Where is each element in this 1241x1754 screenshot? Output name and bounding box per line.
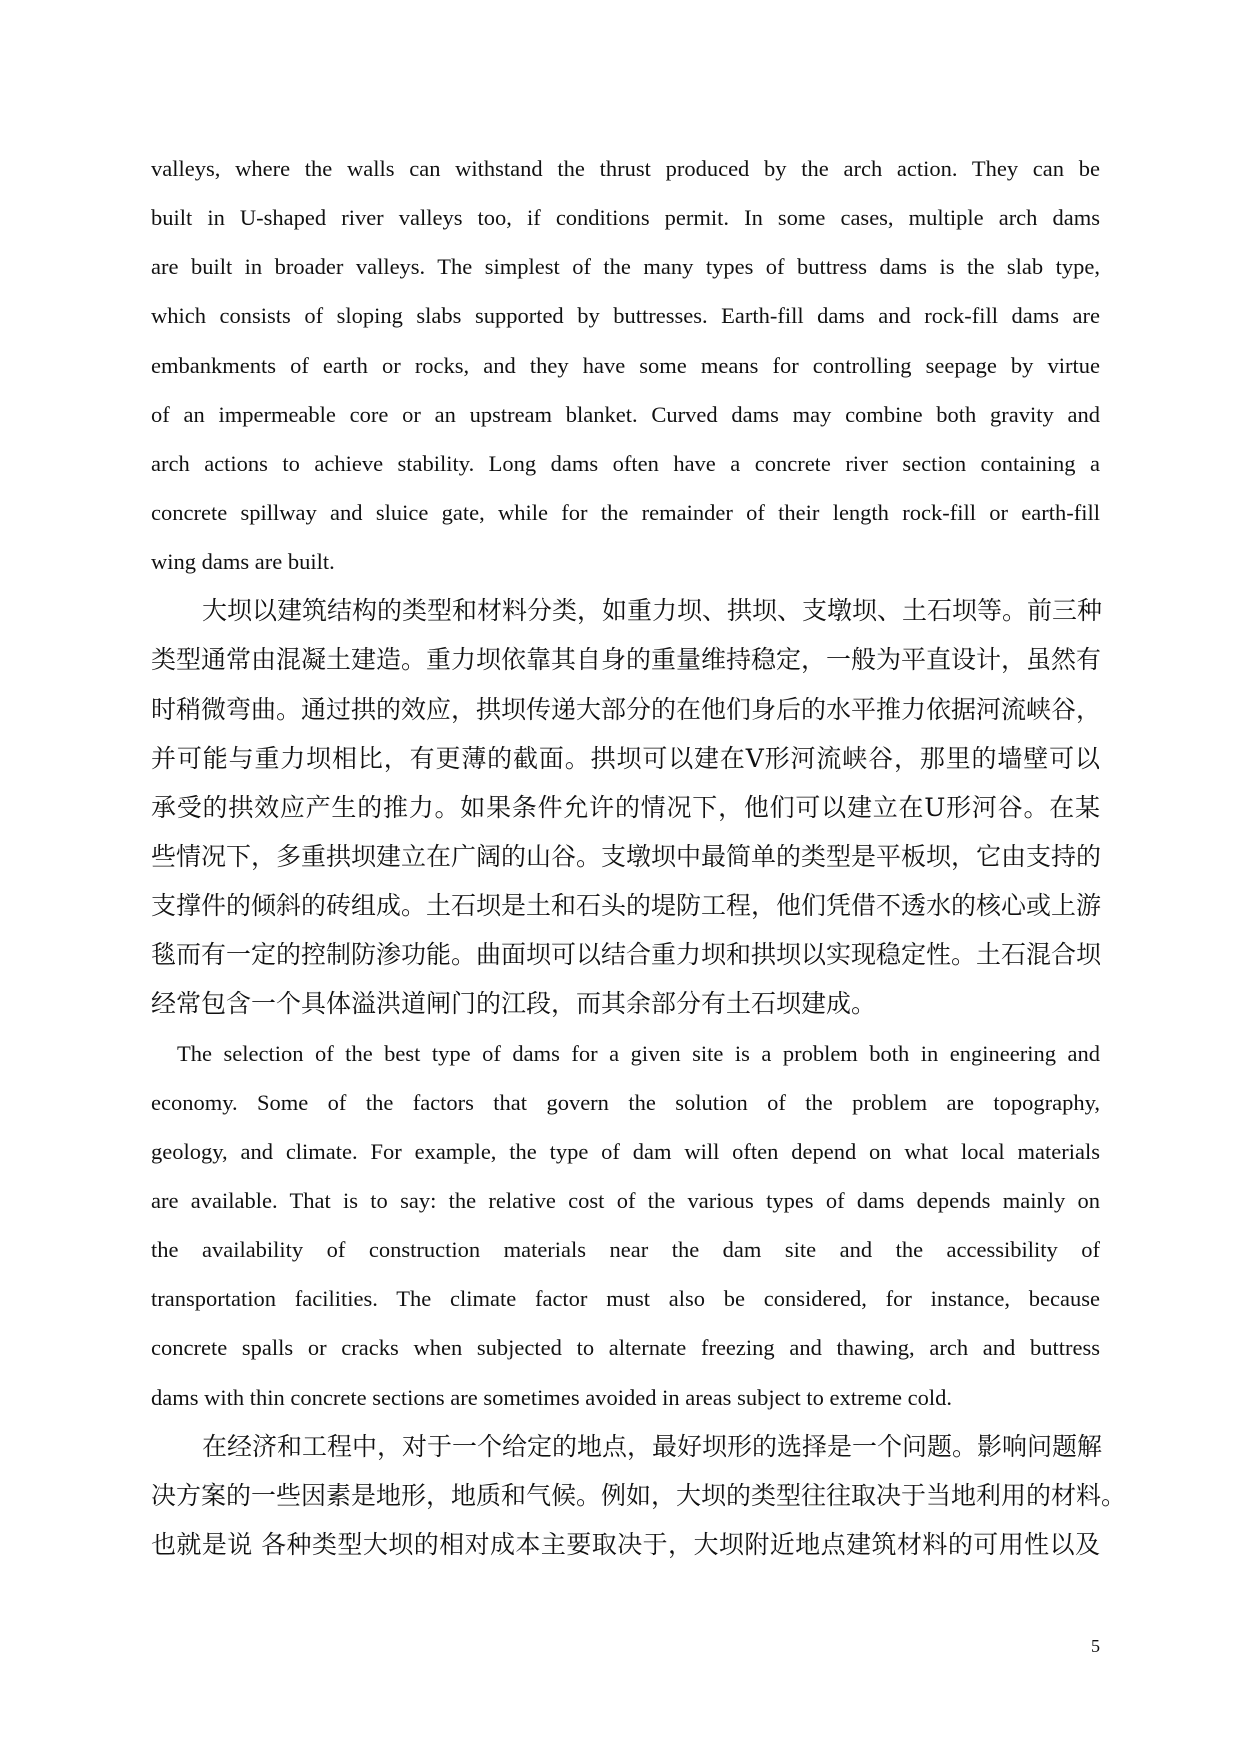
chinese-paragraph <box>151 586 1103 1028</box>
text-line: built in U-shaped river valleys too, if conditions permit. In some cases, multiple arch dams <box>151 205 1100 231</box>
text-line: concrete spalls or cracks when subjected to alternate freezing and thawing, arch and buttress <box>151 1335 1100 1361</box>
text-line: geology, and climate. For example, the type of dam will often depend on what local materials <box>151 1138 1100 1164</box>
text-line: 些情况下，多重拱坝建立在广阔的山谷。支墩坝中最简单的类型是平板坝，它由支持的 <box>151 841 1102 871</box>
text-line: transportation facilities. The climate factor must also be considered, for instance, because <box>151 1286 1100 1312</box>
text-line: dams with thin concrete sections are sometimes avoided in areas subject to extreme cold. <box>151 1384 952 1410</box>
text-line: are built in broader valleys. The simplest of the many types of buttress dams is the slab type, <box>151 254 1100 280</box>
text-line: valleys, where the walls can withstand the thrust produced by the arch action. They can be <box>151 156 1100 181</box>
text-line: 决方案的一些因素是地形，地质和气候。例如，大坝的类型往往取决于当地利用的材料。 <box>151 1480 1127 1510</box>
text-line: are available. That is to say: the relative cost of the various types of dams depends mainly on <box>151 1187 1100 1213</box>
text-line: 支撑件的倾斜的砖组成。土石坝是土和石头的堤防工程，他们凭借不透水的核心或上游 <box>151 891 1102 921</box>
text-line: economy. Some of the factors that govern the solution of the problem are topography, <box>151 1089 1100 1115</box>
text-line: wing dams are built. <box>151 549 335 575</box>
text-line: 大坝以建筑结构的类型和材料分类，如重力坝、拱坝、支墩坝、土石坝等。前三种 <box>202 596 1103 626</box>
text-line: 时稍微弯曲。通过拱的效应，拱坝传递大部分的在他们身后的水平推力依据河流峡谷， <box>151 694 1102 724</box>
english-paragraph <box>151 144 1100 586</box>
text-line: 毯而有一定的控制防渗功能。曲面坝可以结合重力坝和拱坝以实现稳定性。土石混合坝 <box>151 940 1102 970</box>
text-line: The selection of the best type of dams for a given site is a problem both in engineering and <box>177 1040 1100 1066</box>
text-line: of an impermeable core or an upstream blanket. Curved dams may combine both gravity and <box>151 401 1100 427</box>
text-line: which consists of sloping slabs supported by buttresses. Earth-fill dams and rock-fill dams are <box>151 303 1100 329</box>
text-line: concrete spillway and sluice gate, while for the remainder of their length rock-fill or earth-fill <box>151 499 1100 525</box>
page-number: 5 <box>1091 1636 1100 1656</box>
text-line: embankments of earth or rocks, and they have some means for controlling seepage by virtue <box>151 352 1100 378</box>
document-body <box>151 144 1127 1569</box>
text-line: the availability of construction materials near the dam site and the accessibility of <box>151 1237 1100 1263</box>
text-line: 经常包含一个具体溢洪道闸门的江段，而其余部分有土石坝建成。 <box>151 989 877 1019</box>
text-line: arch actions to achieve stability. Long dams often have a concrete river section containing a <box>151 450 1100 476</box>
chinese-paragraph <box>151 1422 1127 1569</box>
text-line: 承受的拱效应产生的推力。如果条件允许的情况下，他们可以建立在U形河谷。在某 <box>151 792 1100 822</box>
text-line: 类型通常由混凝土建造。重力坝依靠其自身的重量维持稳定，一般为平直设计，虽然有 <box>151 645 1102 675</box>
text-line: 在经济和工程中，对于一个给定的地点，最好坝形的选择是一个问题。影响问题解 <box>202 1431 1103 1461</box>
english-paragraph <box>151 1029 1100 1422</box>
text-line: 并可能与重力坝相比，有更薄的截面。拱坝可以建在V形河流峡谷，那里的墙壁可以 <box>151 743 1100 773</box>
text-line: 也就是说 各种类型大坝的相对成本主要取决于，大坝附近地点建筑材料的可用性以及 <box>151 1529 1100 1559</box>
